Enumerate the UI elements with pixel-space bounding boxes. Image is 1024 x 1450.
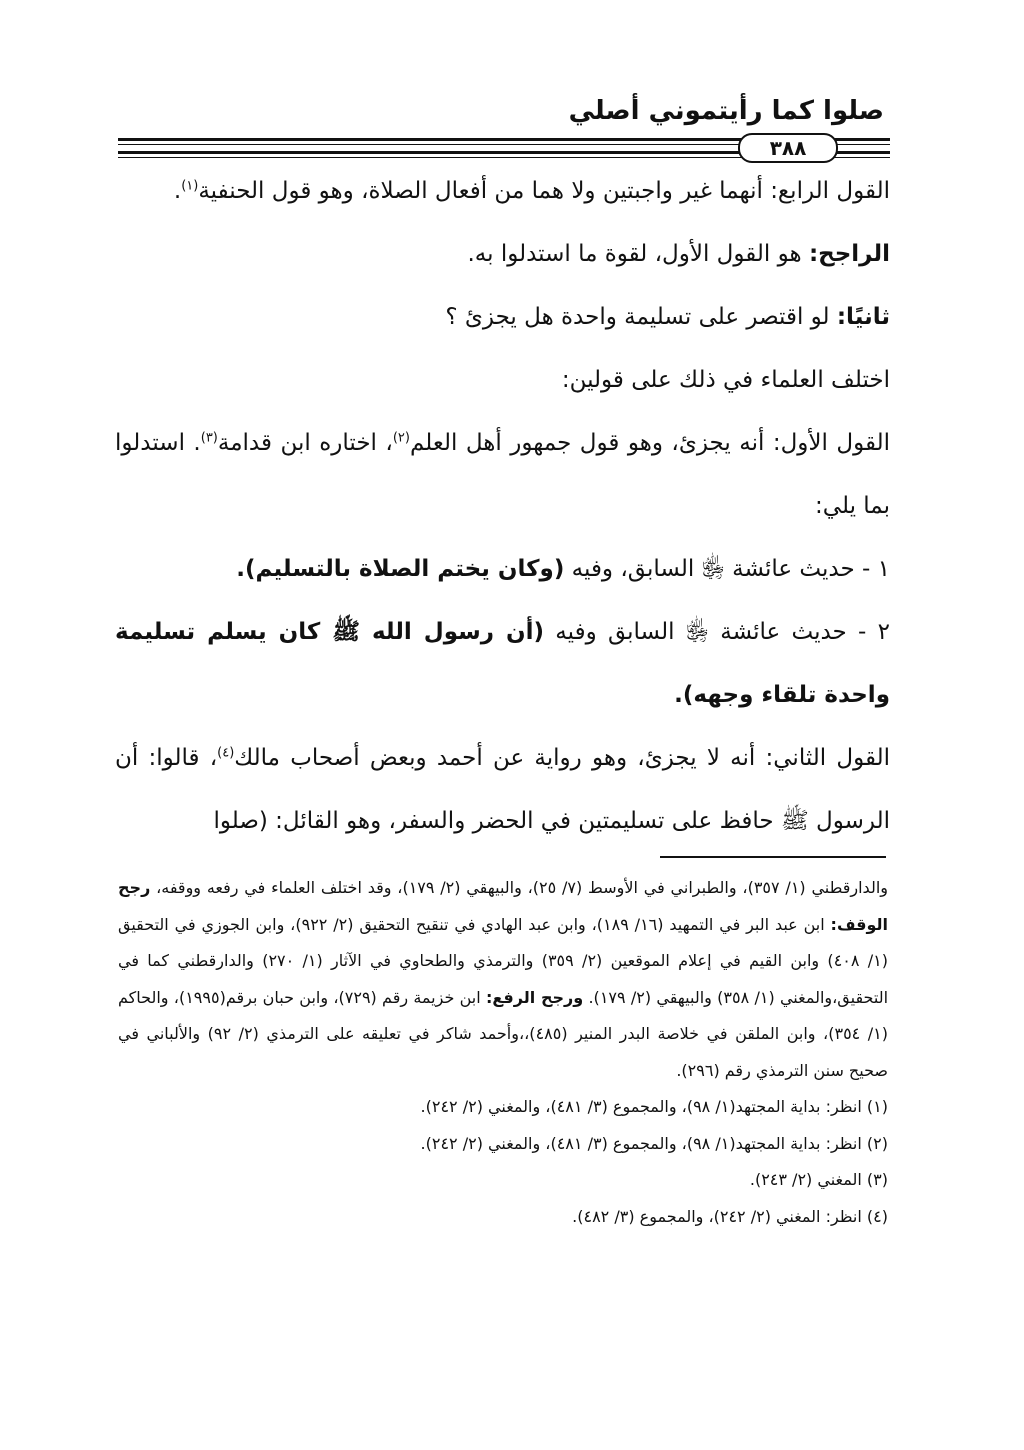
footnote-label: ورجح الرفع: xyxy=(485,987,584,1007)
main-text xyxy=(115,160,890,853)
footnote-1: (١) انظر: بداية المجتهد(١/ ٩٨)، والمجموع (٣/ ٤٨١)، والمغني (٢/ ٢٤٢). xyxy=(420,1097,888,1116)
footnote-label: رجح الوقف: xyxy=(118,878,888,934)
paragraph-preferred xyxy=(115,223,890,286)
paragraph-second-opinion xyxy=(115,727,890,853)
footnote-ref: (٣) xyxy=(200,430,218,446)
paragraph-fourth-opinion xyxy=(115,160,890,223)
hadith-quote: (أن رسول الله ﷺ كان يسلم تسليمة واحدة تلقاء وجهه). xyxy=(115,619,890,708)
text-run: القول الرابع: أنهما غير واجبتين ولا هما من أفعال الصلاة، وهو قول الحنفية xyxy=(198,178,890,204)
text-run: . xyxy=(173,178,182,204)
text-run: لو اقتصر على تسليمة واحدة هل يجزئ ؟ xyxy=(445,304,837,330)
footnote-4: (٤) انظر: المغني (٢/ ٢٤٢)، والمجموع (٣/ ٤٨٢). xyxy=(572,1206,888,1226)
text-run: القول الثاني: أنه لا يجزئ، وهو رواية عن أحمد وبعض أصحاب مالك xyxy=(234,745,890,771)
text-run: والدارقطني (١/ ٣٥٧)، والطبراني في الأوسط (٧/ ٢٥)، والبيهقي (٢/ ١٧٩)، وقد اختلف العلماء في رفعه ووقفه، xyxy=(150,878,889,897)
footnotes xyxy=(118,870,888,1235)
paragraph-first-opinion xyxy=(115,412,890,538)
text-run: ابن خزيمة رقم (٧٢٩)، وابن حبان برقم(١٩٩٥)، والحاكم (١/ ٣٥٤)، وابن الملقن في خلاصة البدر المنير (٤٨٥)،،وأحمد شاكر في تعليقه على الترمذي (٢/ ٩٢) والألباني في صحيح سنن الترمذي رقم (٢٩٦). xyxy=(118,987,888,1080)
paragraph-scholars-differ: اختلف العلماء في ذلك على قولين: xyxy=(561,367,890,393)
footnote-2: (٢) انظر: بداية المجتهد(١/ ٩٨)، والمجموع (٣/ ٤٨١)، والمغني (٢/ ٢٤٢). xyxy=(420,1133,888,1153)
text-run: هو القول الأول، لقوة ما استدلوا به. xyxy=(467,241,809,267)
text-run: القول الأول: أنه يجزئ، وهو قول جمهور أهل العلم xyxy=(409,430,890,456)
page-number: ٣٨٨ xyxy=(738,133,838,163)
text-run: ابن عبد البر في التمهيد (١٦/ ١٨٩)، وابن عبد الهادي في تنقيح التحقيق (٢/ ٩٢٢)، وابن الجوزي في التحقيق (١/ ٤٠٨) وابن القيم في إعلام الموقعين (٢/ ٣٥٩) والترمذي والطحاوي في الآثار (١/ ٢٧٠) والدارقطني كما في التحقيق،والمغني (١/ ٣٥٨) والبيهقي (٢/ ١٧٩). xyxy=(118,914,889,1007)
paragraph-second-question xyxy=(115,286,890,349)
footnote-ref: (٢) xyxy=(392,430,410,446)
running-header-title: صلوا كما رأيتموني أصلي xyxy=(568,96,884,126)
footnote-3: (٣) المغني (٢/ ٢٤٣). xyxy=(749,1170,888,1189)
evidence-item-2 xyxy=(115,601,890,727)
text-run: . استدلوا بما يلي: xyxy=(115,430,890,519)
hadith-quote: (وكان يختم الصلاة بالتسليم). xyxy=(236,556,565,582)
footnote-continued xyxy=(118,870,888,1089)
text-run: ، قالوا: أن الرسول ﷺ حافظ على تسليمتين في الحضر والسفر، وهو القائل: (صلوا xyxy=(115,745,890,834)
footnote-ref: (١) xyxy=(181,178,199,194)
evidence-item-1 xyxy=(115,538,890,601)
text-run: ، اختاره ابن قدامة xyxy=(217,430,393,456)
paragraph-label: الراجح: xyxy=(808,241,890,267)
text-run: ٢ - حديث عائشة ﵂ السابق وفيه xyxy=(544,619,890,645)
footnote-ref: (٤) xyxy=(217,745,235,761)
paragraph-label: ثانيًا: xyxy=(836,304,890,330)
footnote-separator xyxy=(660,856,886,858)
text-run: ١ - حديث عائشة ﵂ السابق، وفيه xyxy=(564,556,890,582)
